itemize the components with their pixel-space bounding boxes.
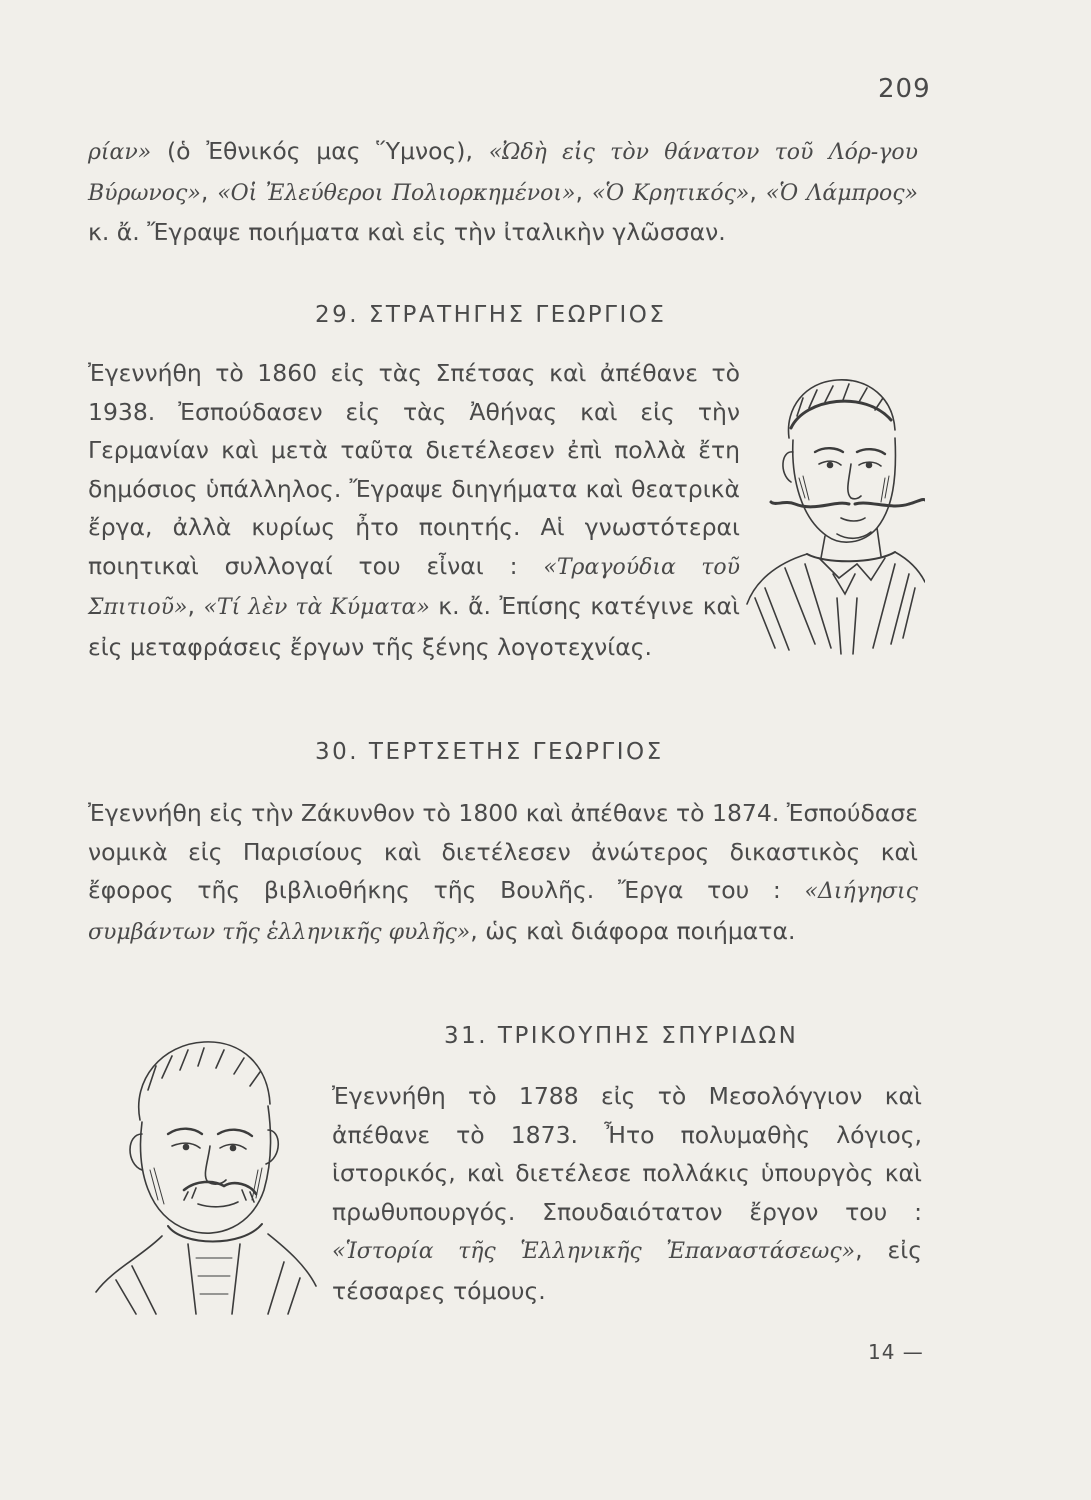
page-number: 209 bbox=[878, 74, 931, 104]
section-heading-31: 31. ΤΡΙΚΟΥΠΗΣ ΣΠΥΡΙΔΩΝ bbox=[444, 1023, 799, 1049]
section-body-31 bbox=[332, 1077, 922, 1310]
work-title: «Ὁ Λάμπρος» bbox=[765, 180, 918, 206]
work-title: «Ὠδὴ εἰς τὸν θάνατον τοῦ Λόρ-γου Βύρωνος» bbox=[88, 140, 918, 206]
section-heading-30: 30. ΤΕΡΤΣΕΤΗΣ ΓΕΩΡΓΙΟΣ bbox=[315, 739, 664, 765]
work-title: «Διήγησις συμβάντων τῆς ἑλληνικῆς φυλῆς» bbox=[88, 879, 918, 945]
portrait-trikoupis bbox=[92, 1030, 317, 1315]
separator: , bbox=[187, 592, 204, 620]
bio-text: κ. ἄ. Ἐπίσης κατέγινε καὶ εἰς μεταφράσεις ἔργων τῆς ξένης λογοτεχνίας. bbox=[88, 592, 740, 661]
intro-paragraph bbox=[88, 132, 918, 252]
intro-text: (ὁ Ἐθνικός μας Ὕμνος), bbox=[151, 137, 489, 165]
bio-text: , ὡς καὶ διάφορα ποιήματα. bbox=[470, 916, 796, 945]
work-title: «Ἱστορία τῆς Ἑλληνικῆς Ἐπαναστάσεως» bbox=[332, 1239, 856, 1264]
bio-text: Ἐγεννήθη τὸ 1860 εἰς τὰς Σπέτσας καὶ ἀπέθανε τὸ 1938. Ἐσπούδασεν εἰς τὰς Ἀθήνας καὶ εἰς τὴν Γερμανίαν καὶ μετὰ ταῦτα διετέλεσεν ἐπὶ πολλὰ ἔτη δημόσιος ὑπάλληλος. Ἔγραψε διηγήματα καὶ θεατρικὰ ἔργα, ἀλλὰ κυρίως ἦτο ποιητής. Αἱ γνωστότεραι ποιητικαὶ συλλογαί του εἶναι : bbox=[88, 359, 740, 580]
work-title: «Οἱ Ἐλεύθεροι Πολιορκημένοι» bbox=[217, 180, 576, 206]
separator: , bbox=[200, 177, 218, 206]
intro-title-fragment: ρίαν» bbox=[88, 140, 152, 165]
footer-signature: 14 — bbox=[868, 1340, 924, 1364]
bio-text: Ἐγεννήθη τὸ 1788 εἰς τὸ Μεσολόγγιον καὶ ἀπέθανε τὸ 1873. Ἦτο πολυμαθὴς λόγιος, ἱστορικός, καὶ διετέλεσε πολλάκις ὑπουργὸς καὶ πρωθυπουργός. Σπουδαιότατον ἔργον του : bbox=[332, 1082, 922, 1226]
work-title: «Ὁ Κρητικός» bbox=[591, 180, 750, 206]
separator: , bbox=[749, 177, 766, 206]
portrait-stratigis bbox=[745, 368, 925, 658]
work-title: «Τί λὲν τὰ Κύματα» bbox=[203, 595, 430, 620]
section-body-30 bbox=[88, 794, 918, 952]
separator: , bbox=[575, 177, 592, 206]
section-body-29 bbox=[88, 354, 740, 666]
intro-text: κ. ἄ. Ἔγραψε ποιήματα καὶ εἰς τὴν ἰταλικὴν γλῶσσαν. bbox=[88, 218, 726, 246]
work-title: «Τραγούδια τοῦ Σπιτιοῦ» bbox=[88, 554, 741, 620]
bio-text: , εἰς τέσσαρες τόμους. bbox=[332, 1236, 923, 1305]
bio-text: Ἐγεννήθη εἰς τὴν Ζάκυνθον τὸ 1800 καὶ ἀπέθανε τὸ 1874. Ἐσπούδασε νομικὰ εἰς Παρισίους καὶ διετέλεσεν ἀνώτερος δικαστικὸς καὶ ἔφορος τῆς βιβλιοθήκης τῆς Βουλῆς. Ἔργα του : bbox=[88, 799, 918, 904]
section-heading-29: 29. ΣΤΡΑΤΗΓΗΣ ΓΕΩΡΓΙΟΣ bbox=[315, 302, 667, 328]
